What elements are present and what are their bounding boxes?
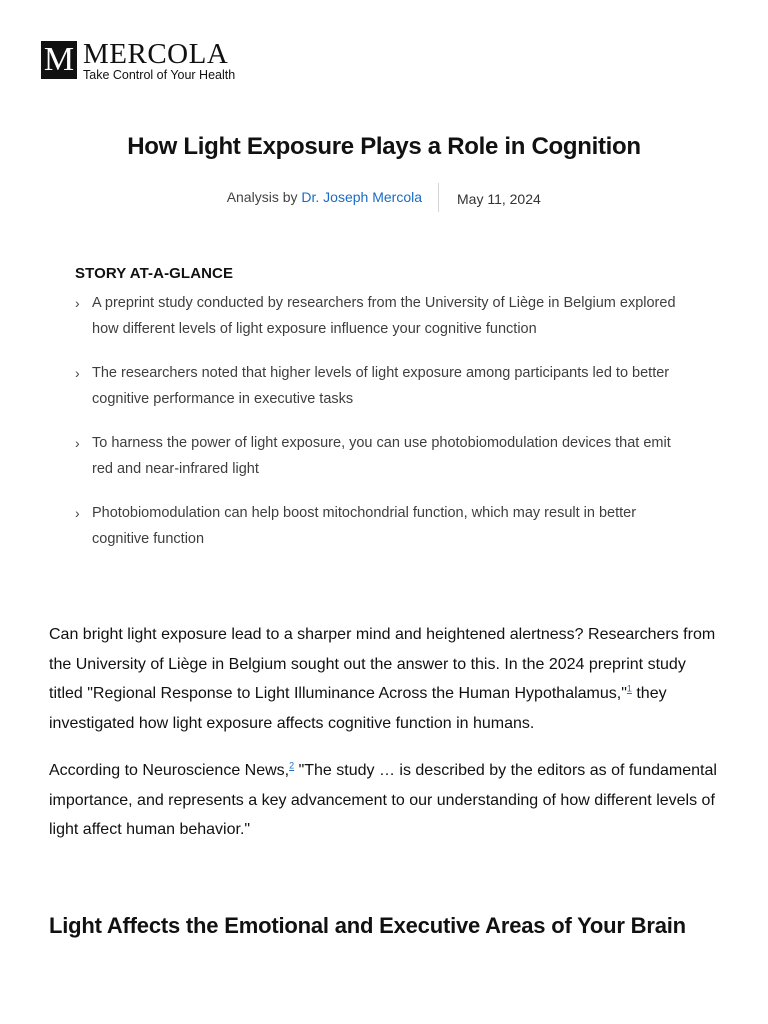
glance-item-text: Photobiomodulation can help boost mitochondrial function, which may result in better cognitive function <box>92 505 637 547</box>
paragraph-text: they investigated how light exposure affects cognitive function in humans. <box>49 685 667 732</box>
section-heading: Light Affects the Emotional and Executive Areas of Your Brain <box>49 913 686 938</box>
glance-item-text: A preprint study conducted by researchers from the University of Liège in Belgium explored how different levels of light exposure influence your cognitive function <box>92 295 676 337</box>
byline <box>0 183 768 213</box>
glance-heading: STORY AT-A-GLANCE <box>75 265 234 282</box>
article-title: How Light Exposure Plays a Role in Cognition <box>127 133 641 160</box>
glance-item <box>75 360 685 412</box>
paragraph-text: According to Neuroscience News, <box>49 762 290 779</box>
byline-divider <box>438 183 439 212</box>
paragraph-text: "The study … is described by the editors as of fundamental importance, and represents a key advancement to our understanding of how different levels of light affect human behavior." <box>49 762 717 838</box>
publish-date: May 11, 2024 <box>457 191 541 207</box>
author-link[interactable]: Dr. Joseph Mercola <box>301 189 422 205</box>
chevron-right-icon: › <box>75 365 80 381</box>
byline-author <box>227 189 422 205</box>
chevron-right-icon: › <box>75 435 80 451</box>
logo-tagline: Take Control of Your Health <box>83 68 236 82</box>
glance-item-text: The researchers noted that higher levels of light exposure among participants led to better cognitive performance in executive tasks <box>92 365 670 407</box>
story-at-a-glance <box>75 265 685 570</box>
glance-item <box>75 430 685 482</box>
footnote-link[interactable]: 1 <box>626 683 632 694</box>
article-body <box>49 620 724 863</box>
footnote-link[interactable]: 2 <box>289 760 295 771</box>
paragraph-text: Can bright light exposure lead to a sharper mind and heightened alertness? Researchers from the University of Liège in Belgium sought out the answer to this. In the 2024 preprint study titled "Regional Response to Light Illuminance Across the Human Hypothalamus," <box>49 626 716 702</box>
site-logo[interactable] <box>41 38 236 82</box>
glance-item <box>75 500 685 552</box>
chevron-right-icon: › <box>75 295 80 311</box>
logo-name: MERCOLA <box>83 38 229 70</box>
glance-item-text: To harness the power of light exposure, you can use photobiomodulation devices that emit red and near-infrared light <box>92 435 671 477</box>
glance-list <box>75 290 685 552</box>
body-paragraph <box>49 620 724 738</box>
logo-text <box>83 38 236 82</box>
body-paragraph <box>49 756 724 845</box>
chevron-right-icon: › <box>75 505 80 521</box>
byline-prefix: Analysis by <box>226 189 302 205</box>
logo-mark-icon: M <box>41 41 77 79</box>
glance-item <box>75 290 685 342</box>
